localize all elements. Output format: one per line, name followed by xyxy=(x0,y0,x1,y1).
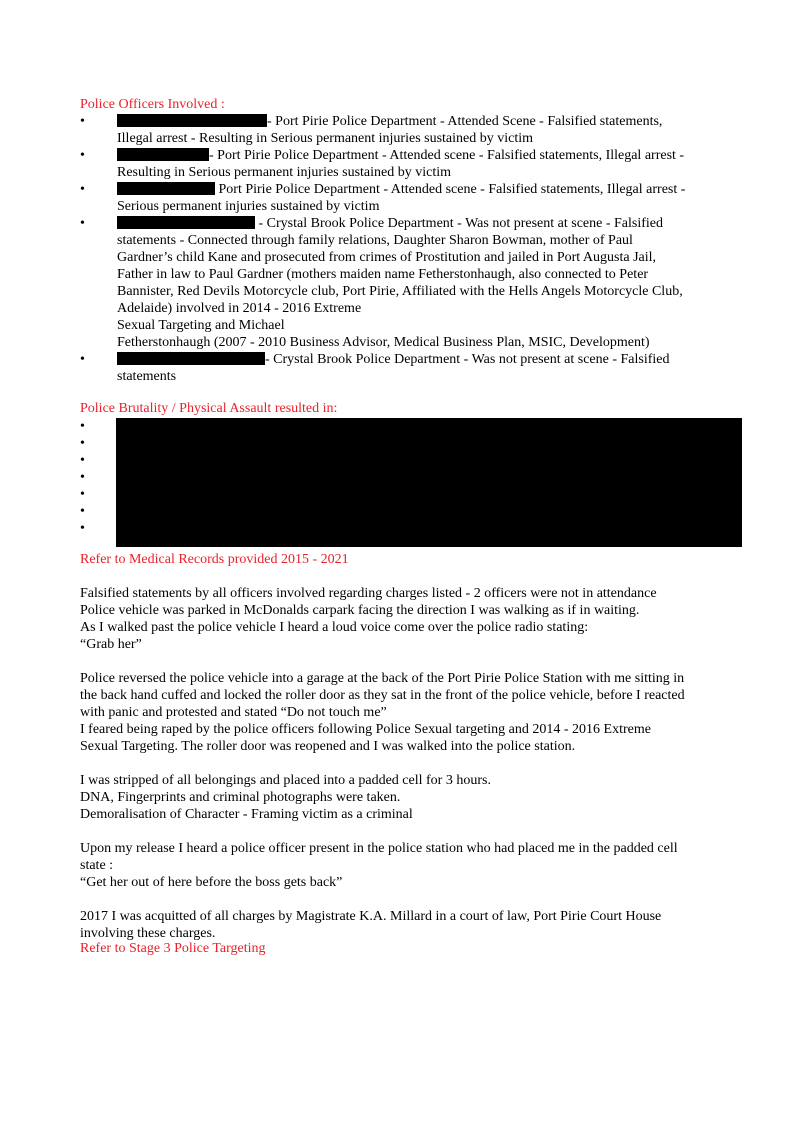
refer-stage3-link: Refer to Stage 3 Police Targeting xyxy=(80,941,266,956)
bullet-icon: • xyxy=(80,114,85,129)
brutality-heading: Police Brutality / Physical Assault resulted in: xyxy=(80,401,338,416)
list-item: • - Crystal Brook Police Department - Was not present at scene - Falsified statements xyxy=(80,352,670,384)
paragraph-acquittal: 2017 I was acquitted of all charges by Magistrate K.A. Millard in a court of law, Port Pirie Court House involving these charges. xyxy=(80,909,662,941)
bullet-icon: • xyxy=(80,521,85,536)
redaction-bar xyxy=(117,148,209,161)
redaction-bar xyxy=(117,182,215,195)
bullet-icon: • xyxy=(80,470,85,485)
redaction-bar xyxy=(117,216,255,229)
redaction-bar xyxy=(117,352,265,365)
bullet-icon: • xyxy=(80,419,85,434)
list-item: • - Crystal Brook Police Department - Was not present at scene - Falsified statements - Connected through family relations, Daughter Sharon Bowman, mother of Paul Gardner’s child Kane and prosecuted from crimes of Prostitution and jailed in Port Augusta Jail, Father in law to Paul Gardner (mothers maiden name Fetherstonhaugh, also connected to Peter Bannister, Red Devils Motorcycle club, Port Pirie, Affiliated with the Hells Angels Motorcycle Club, Adelaide) involved in 2014 - 2016 Extreme Sexual Targeting and Michael Fetherstonhaugh (2007 - 2010 Business Advisor, Medical Business Plan, MSIC, Development) xyxy=(80,216,683,350)
redaction-block xyxy=(116,418,742,547)
bullet-icon: • xyxy=(80,487,85,502)
list-item: • Port Pirie Police Department - Attended scene - Falsified statements, Illegal arrest - Serious permanent injuries sustained by victim xyxy=(80,182,686,214)
list-item: • - Port Pirie Police Department - Attended Scene - Falsified statements, Illegal arrest - Resulting in Serious permanent injuries sustained by victim xyxy=(80,114,663,146)
bullet-icon: • xyxy=(80,436,85,451)
refer-medical-link: Refer to Medical Records provided 2015 - 2021 xyxy=(80,552,349,567)
bullet-icon: • xyxy=(80,148,85,163)
paragraph-arrest: Falsified statements by all officers involved regarding charges listed - 2 officers were not in attendance Police vehicle was parked in McDonalds carpark facing the direction I was walking as if in waiting. As I walked past the police vehicle I heard a loud voice come over the police radio stating: “Grab her” xyxy=(80,586,657,652)
officers-list xyxy=(80,113,720,385)
officers-heading: Police Officers Involved : xyxy=(80,97,225,112)
bullet-icon: • xyxy=(80,504,85,519)
bullet-icon: • xyxy=(80,453,85,468)
paragraph-garage: Police reversed the police vehicle into a garage at the back of the Port Pirie Police Station with me sitting in the back hand cuffed and locked the roller door as they sat in the front of the police vehicle, before I reacted with panic and protested and stated “Do not touch me” I feared being raped by the police officers following Police Sexual targeting and 2014 - 2016 Extreme Sexual Targeting. The roller door was reopened and I was walked into the police station. xyxy=(80,671,685,754)
bullet-icon: • xyxy=(80,352,85,367)
redaction-bar xyxy=(117,114,267,127)
paragraph-cell: I was stripped of all belongings and placed into a padded cell for 3 hours. DNA, Fingerprints and criminal photographs were taken. Demoralisation of Character - Framing victim as a criminal xyxy=(80,773,491,822)
list-item: • - Port Pirie Police Department - Attended scene - Falsified statements, Illegal arrest - Resulting in Serious permanent injuries sustained by victim xyxy=(80,148,685,180)
bullet-icon: • xyxy=(80,182,85,197)
bullet-icon: • xyxy=(80,216,85,231)
paragraph-release: Upon my release I heard a police officer present in the police station who had placed me in the padded cell state : “Get her out of here before the boss gets back” xyxy=(80,841,678,890)
brutality-bullets xyxy=(80,418,85,537)
